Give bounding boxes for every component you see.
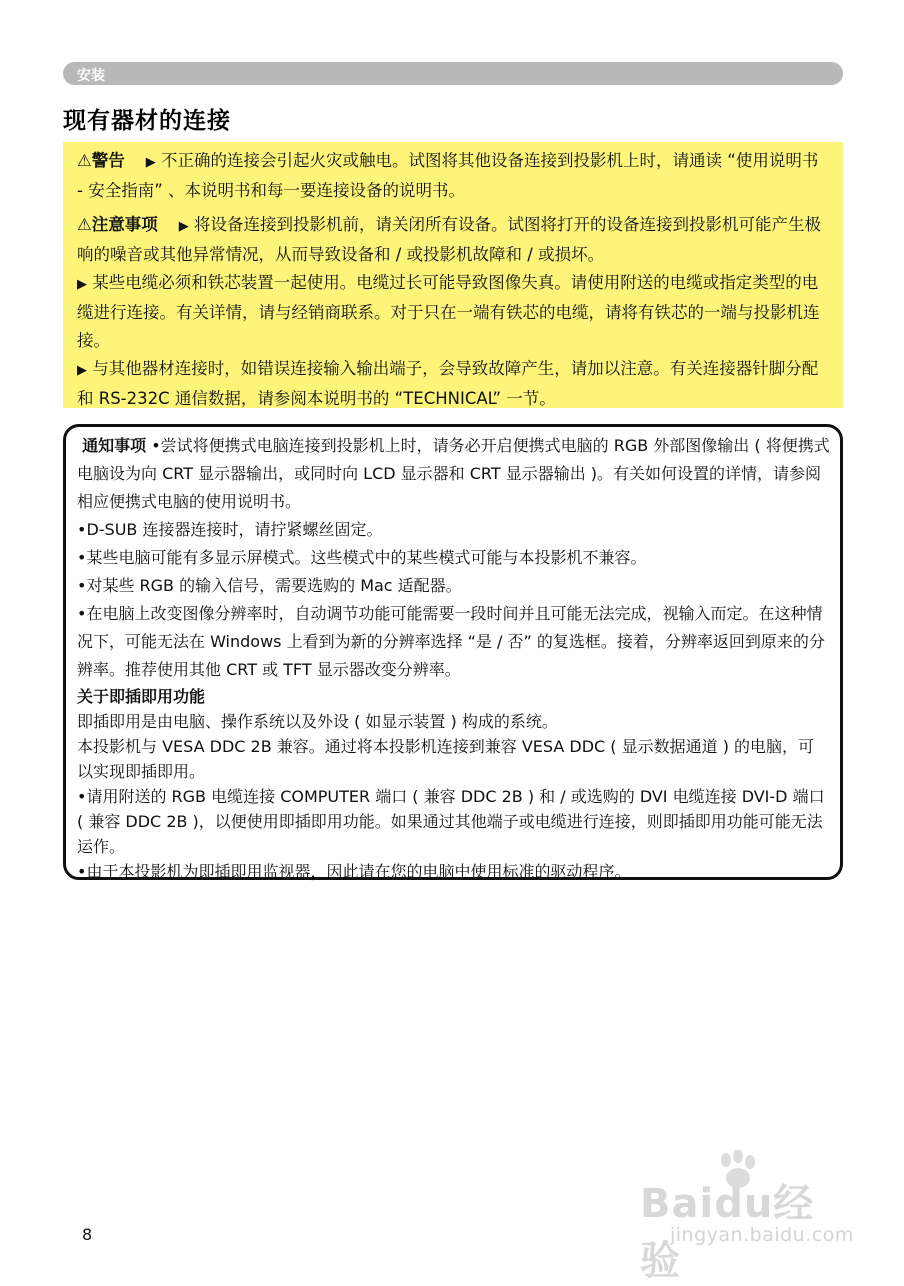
notes-item-text: 在电脑上改变图像分辨率时，自动调节功能可能需要一段时间并且可能无法完成，视输入而定。在这种情况下，可能无法在 Windows 上看到为新的分辨率选择 “是 / 否” 的复选框。接着，分辨率返回到原来的分辨率。推荐使用其他 CRT 或 TFT 显示器改变分辨率。 [77,604,825,679]
caution-item: 将设备连接到投影机前，请关闭所有设备。试图将打开的设备连接到投影机可能产生极响的噪音或其他异常情况，从而导致设备和 / 或投影机故障和 / 或损坏。 [77,215,822,264]
notes-item-text: 某些电脑可能有多显示屏模式。这些模式中的某些模式可能与本投影机不兼容。 [86,548,647,567]
watermark-url: jingyan.baidu.com [670,1224,854,1246]
bullet-dot: • [77,548,87,567]
warning-paragraph [77,147,829,205]
caution-paragraph [77,355,829,413]
page-number: 8 [82,1225,93,1244]
pnp-item-text: 由于本投影机为即插即用监视器，因此请在您的电脑中使用标准的驱动程序。 [86,862,631,881]
pnp-line: 即插即用是由电脑、操作系统以及外设 ( 如显示装置 ) 构成的系统。 [77,712,558,731]
bullet-dot: • [77,604,87,623]
caution-title: 注意事项 [91,215,158,234]
pnp-title: 关于即插即用功能 [77,687,206,706]
bullet-dot: • [77,520,87,539]
notes-box [63,424,843,880]
warning-text: 不正确的连接会引起火灾或触电。试图将其他设备连接到投影机上时，请通读 “使用说明书 - 安全指南” 、本说明书和每一要连接设备的说明书。 [77,151,819,200]
caution-item: 某些电缆必须和铁芯装置一起使用。电缆过长可能导致图像失真。请使用附送的电缆或指定类型的电缆进行连接。有关详情，请与经销商联系。对于只在一端有铁芯的电缆，请将有铁芯的一端与投影机连接。 [77,273,820,350]
caution-paragraph [77,211,829,269]
notes-item-text: 对某些 RGB 的输入信号，需要选购的 Mac 适配器。 [86,576,462,595]
section-label: 安装 [77,68,105,84]
bullet-dot: • [151,436,161,455]
warning-triangle-icon: ⚠ [77,151,92,170]
section-header-bar [63,62,843,85]
pnp-line: 本投影机与 VESA DDC 2B 兼容。通过将本投影机连接到兼容 VESA DDC ( 显示数据通道 ) 的电脑，可以实现即插即用。 [77,737,815,781]
caution-paragraph [77,269,829,355]
watermark-text: Baidu经验 [640,1181,815,1284]
notes-item [77,572,830,600]
notes-item [77,544,830,572]
pnp-item-text: 请用附送的 RGB 电缆连接 COMPUTER 端口 ( 兼容 DDC 2B ) 和 / 或选购的 DVI 电缆连接 DVI-D 端口 ( 兼容 DDC 2B )，以便使用即插即用功能。如果通过其他端子或电缆进行连接，则即插即用功能可能无法运作。 [77,787,825,856]
notes-item [77,516,830,544]
arrow-right-icon: ▶ [178,219,189,234]
pnp-item [77,859,830,884]
arrow-right-icon: ▶ [145,155,156,170]
page-title: 现有器材的连接 [63,108,231,134]
warning-title: 警告 [91,151,125,170]
warning-box [63,142,843,408]
notes-item [77,432,830,516]
notes-item-text: 尝试将便携式电脑连接到投影机上时，请务必开启便携式电脑的 RGB 外部图像输出 ( 将便携式电脑设为向 CRT 显示器输出，或同时向 LCD 显示器和 CRT 显示器输出 )。有关如何设置的详情，请参阅相应便携式电脑的使用说明书。 [77,436,830,511]
caution-item: 与其他器材连接时，如错误连接输入输出端子，会导致故障产生，请加以注意。有关连接器针脚分配和 RS-232C 通信数据，请参阅本说明书的 “TECHNICAL” 一节。 [77,359,819,408]
baidu-watermark [640,1150,854,1284]
bullet-dot: • [77,787,87,806]
arrow-right-icon: ▶ [77,363,87,378]
pnp-item [77,784,830,859]
bullet-dot: • [77,576,87,595]
arrow-right-icon: ▶ [77,277,87,292]
notes-title: 通知事项 [82,436,147,455]
notes-item-text: D-SUB 连接器连接时，请拧紧螺丝固定。 [86,520,383,539]
notes-item [77,600,830,684]
caution-triangle-icon: ⚠ [77,215,92,234]
bullet-dot: • [77,862,87,881]
